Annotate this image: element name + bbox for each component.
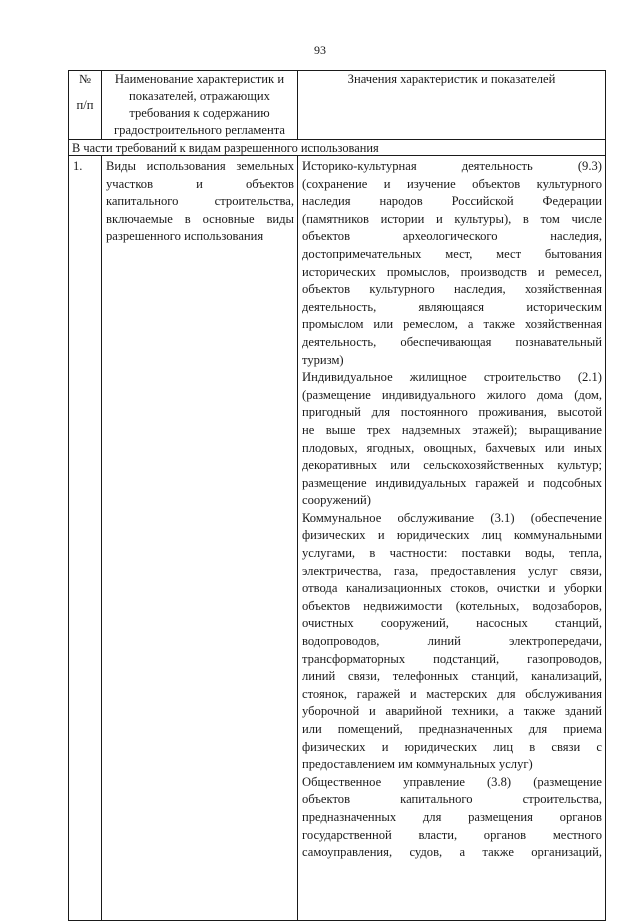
row-value-line: пригодный для постоянного проживания, высотой	[302, 405, 602, 420]
row-value-line: туризм)	[302, 352, 344, 367]
row-value-line: деятельность, обеспечивающая познавательный	[302, 334, 602, 349]
row-value-line: достопримечательных мест, мест бытования	[302, 246, 602, 261]
table-header-row	[69, 71, 606, 140]
row-value-line: объектов культурного наследия, хозяйственная	[302, 282, 602, 297]
section-title: В части требований к видам разрешенного использования	[69, 140, 606, 156]
row-number: 1.	[69, 156, 102, 921]
row-value-line: отвода канализационных стоков, очистки и уборки	[302, 581, 602, 596]
row-value-line: самоуправления, судов, а также организаций,	[302, 845, 602, 860]
page-number: 93	[314, 43, 326, 57]
row-value-line: водопроводов, линий электропередачи,	[302, 634, 602, 649]
header-name-line: Наименование характеристик и	[114, 72, 285, 86]
row-value-line: плодовых, ягодных, овощных, бахчевых или иных	[302, 440, 602, 455]
header-num-line1: №	[78, 72, 92, 86]
row-value-line: трансформаторных подстанций, газопроводов,	[302, 651, 602, 666]
header-name-line: градостроительного регламента	[114, 123, 285, 137]
row-value-line: исторических промыслов, производств и ремесел,	[302, 264, 602, 279]
header-name-line: требования к содержанию	[129, 106, 270, 120]
header-name-cell	[102, 71, 298, 140]
row-value-line: линий связи, телефонных станций, канализаций,	[302, 669, 602, 684]
row-value-line: сооружений)	[302, 493, 371, 508]
row-value-line: промыслом или ремеслом, а также хозяйственная	[302, 317, 602, 332]
row-value-line: деятельность, являющаяся историческим	[302, 299, 602, 314]
header-num-line2: п/п	[76, 98, 94, 112]
row-value-line: наследия народов Российской Федерации	[302, 194, 602, 209]
header-value-cell	[298, 71, 606, 140]
row-value-line: Историко-культурная деятельность (9.3)	[302, 159, 602, 173]
row-value-line: уборочной и аварийной техники, а также зданий	[302, 704, 602, 719]
table-row	[69, 156, 606, 921]
row-name-line: капитального строительства,	[106, 194, 294, 208]
row-value-line: (сохранение и изучение объектов культурного	[302, 176, 602, 191]
row-value-line: физических и юридических лиц в связи с	[302, 739, 602, 754]
row-value-line: объектов недвижимости (котельных, водозаборов,	[302, 598, 602, 613]
header-num-cell	[69, 71, 102, 140]
row-value-line: (размещение индивидуального жилого дома (дом,	[302, 387, 602, 402]
row-value-line: предоставлением им коммунальных услуг)	[302, 757, 533, 772]
row-value-line: декоративных или сельскохозяйственных культур;	[302, 458, 602, 473]
row-value-line: Коммунальное обслуживание (3.1) (обеспечение	[302, 510, 602, 525]
row-value-line: не выше трех надземных этажей); выращивание	[302, 422, 602, 437]
row-value-line: предназначенных для размещения органов	[302, 809, 602, 824]
row-value-line: услугами, в частности: поставки воды, тепла,	[302, 546, 602, 561]
section-row	[69, 140, 606, 156]
row-name-line: участков и объектов	[106, 176, 294, 191]
regulation-table	[68, 70, 606, 921]
row-value-line: объектов археологического наследия,	[302, 229, 602, 244]
row-name-line: Виды использования земельных	[106, 159, 294, 173]
row-value-line: стоянок, гаражей и мастерских для обслуживания	[302, 686, 602, 701]
header-value-label: Значения характеристик и показателей	[347, 72, 556, 86]
row-value-line: Индивидуальное жилищное строительство (2.1)	[302, 370, 602, 385]
row-value-line: или помещений, предназначенных для приема	[302, 722, 602, 736]
row-value-line: объектов капитального строительства,	[302, 792, 602, 807]
row-value-line: (памятников истории и культуры), в том числе	[302, 211, 602, 226]
row-value-line: очистных сооружений, насосных станций,	[302, 616, 602, 631]
row-value-cell	[298, 156, 606, 921]
row-name-line: включаемые в основные виды	[106, 211, 294, 226]
row-name-cell	[102, 156, 298, 921]
row-value-line: Общественное управление (3.8) (размещение	[302, 774, 602, 789]
row-value-line: электричества, газа, предоставления услуг связи,	[302, 563, 602, 578]
header-name-line: показателей, отражающих	[129, 89, 270, 103]
row-value-line: физических и юридических лиц коммунальными	[302, 528, 602, 543]
row-value-line: размещение индивидуальных гаражей и подсобных	[302, 475, 602, 490]
row-name-line: разрешенного использования	[106, 229, 264, 243]
row-value-line: государственной власти, органов местного	[302, 827, 602, 842]
